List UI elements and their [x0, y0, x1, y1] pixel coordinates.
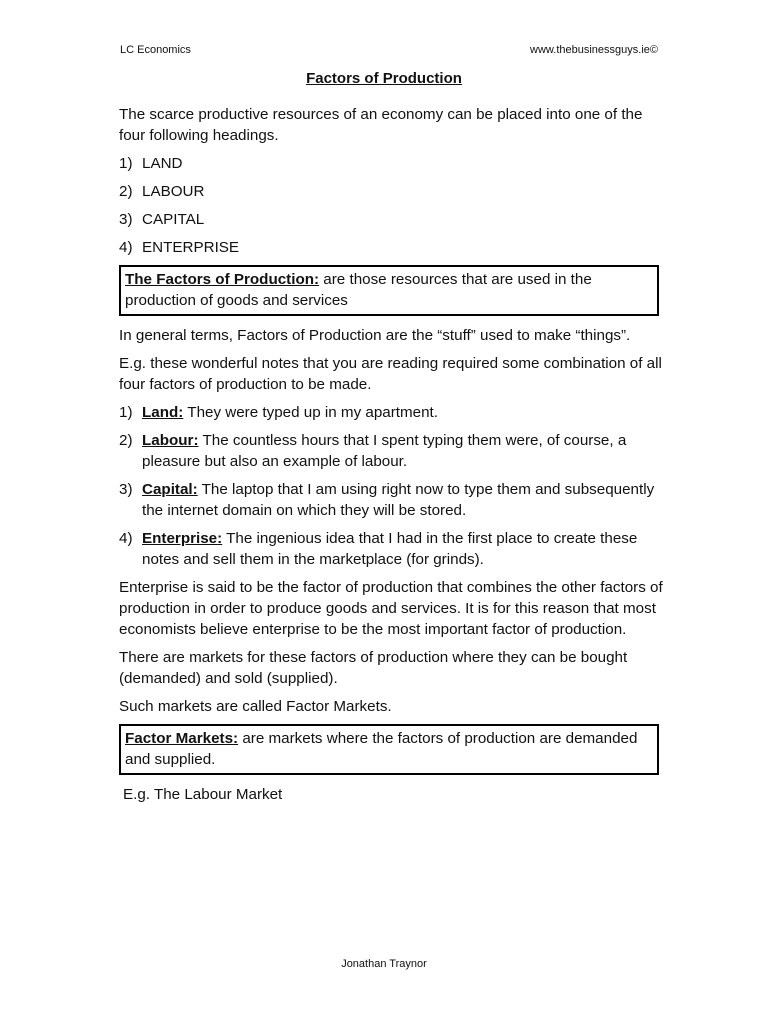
list-item — [119, 402, 664, 423]
list-label: LABOUR — [142, 183, 205, 200]
list-item — [119, 528, 664, 570]
definition-box-factors — [119, 265, 659, 316]
definition-term: Factor Markets: — [125, 730, 239, 747]
definition-text: are those resources that are used in the production of goods and services — [125, 271, 592, 309]
page-title: Factors of Production — [306, 70, 462, 87]
header-right: www.thebusinessguys.ie© — [530, 44, 658, 56]
example-term: Capital: — [142, 481, 198, 498]
list-number: 4) — [119, 239, 133, 256]
document-body — [119, 104, 664, 812]
list-item — [119, 209, 664, 230]
examples-list — [119, 402, 664, 570]
list-item — [119, 181, 664, 202]
intro-paragraph: The scarce productive resources of an economy can be placed into one of the four following headings. — [119, 106, 643, 144]
general-paragraph: In general terms, Factors of Production are the “stuff” used to make “things”. — [119, 327, 631, 344]
list-item — [119, 430, 664, 472]
headings-list — [119, 153, 664, 258]
enterprise-paragraph: Enterprise is said to be the factor of production that combines the other factors of production in order to produce goods and services. It is for this reason that most economists believe enterprise to be the most important factor of production. — [119, 579, 663, 638]
list-item — [119, 479, 664, 521]
list-item — [119, 153, 664, 174]
final-example: E.g. The Labour Market — [123, 786, 283, 803]
list-number: 2) — [119, 183, 133, 200]
list-number: 4) — [119, 530, 133, 547]
example-text: The laptop that I am using right now to type them and subsequently the internet domain on which they will be stored. — [142, 481, 655, 519]
list-label: ENTERPRISE — [142, 239, 240, 256]
list-label: LAND — [142, 155, 183, 172]
list-number: 1) — [119, 404, 133, 421]
example-text: The ingenious idea that I had in the first place to create these notes and sell them in the marketplace (for grinds). — [142, 530, 638, 568]
definition-box-factor-markets — [119, 724, 659, 775]
example-term: Land: — [142, 404, 184, 421]
example-term: Labour: — [142, 432, 199, 449]
markets-paragraph: There are markets for these factors of production where they can be bought (demanded) and sold (supplied). — [119, 649, 628, 687]
list-label: CAPITAL — [142, 211, 205, 228]
definition-term: The Factors of Production: — [125, 271, 320, 288]
definition-text: are markets where the factors of production are demanded and supplied. — [125, 730, 638, 768]
example-intro-paragraph: E.g. these wonderful notes that you are reading required some combination of all four factors of production to be made. — [119, 355, 662, 393]
footer-author: Jonathan Traynor — [341, 958, 427, 970]
example-term: Enterprise: — [142, 530, 223, 547]
header-left: LC Economics — [120, 44, 191, 56]
list-number: 3) — [119, 211, 133, 228]
factor-markets-paragraph: Such markets are called Factor Markets. — [119, 698, 392, 715]
list-number: 2) — [119, 432, 133, 449]
example-text: The countless hours that I spent typing them were, of course, a pleasure but also an example of labour. — [142, 432, 627, 470]
example-text: They were typed up in my apartment. — [183, 404, 439, 421]
list-item — [119, 237, 664, 258]
list-number: 3) — [119, 481, 133, 498]
list-number: 1) — [119, 155, 133, 172]
